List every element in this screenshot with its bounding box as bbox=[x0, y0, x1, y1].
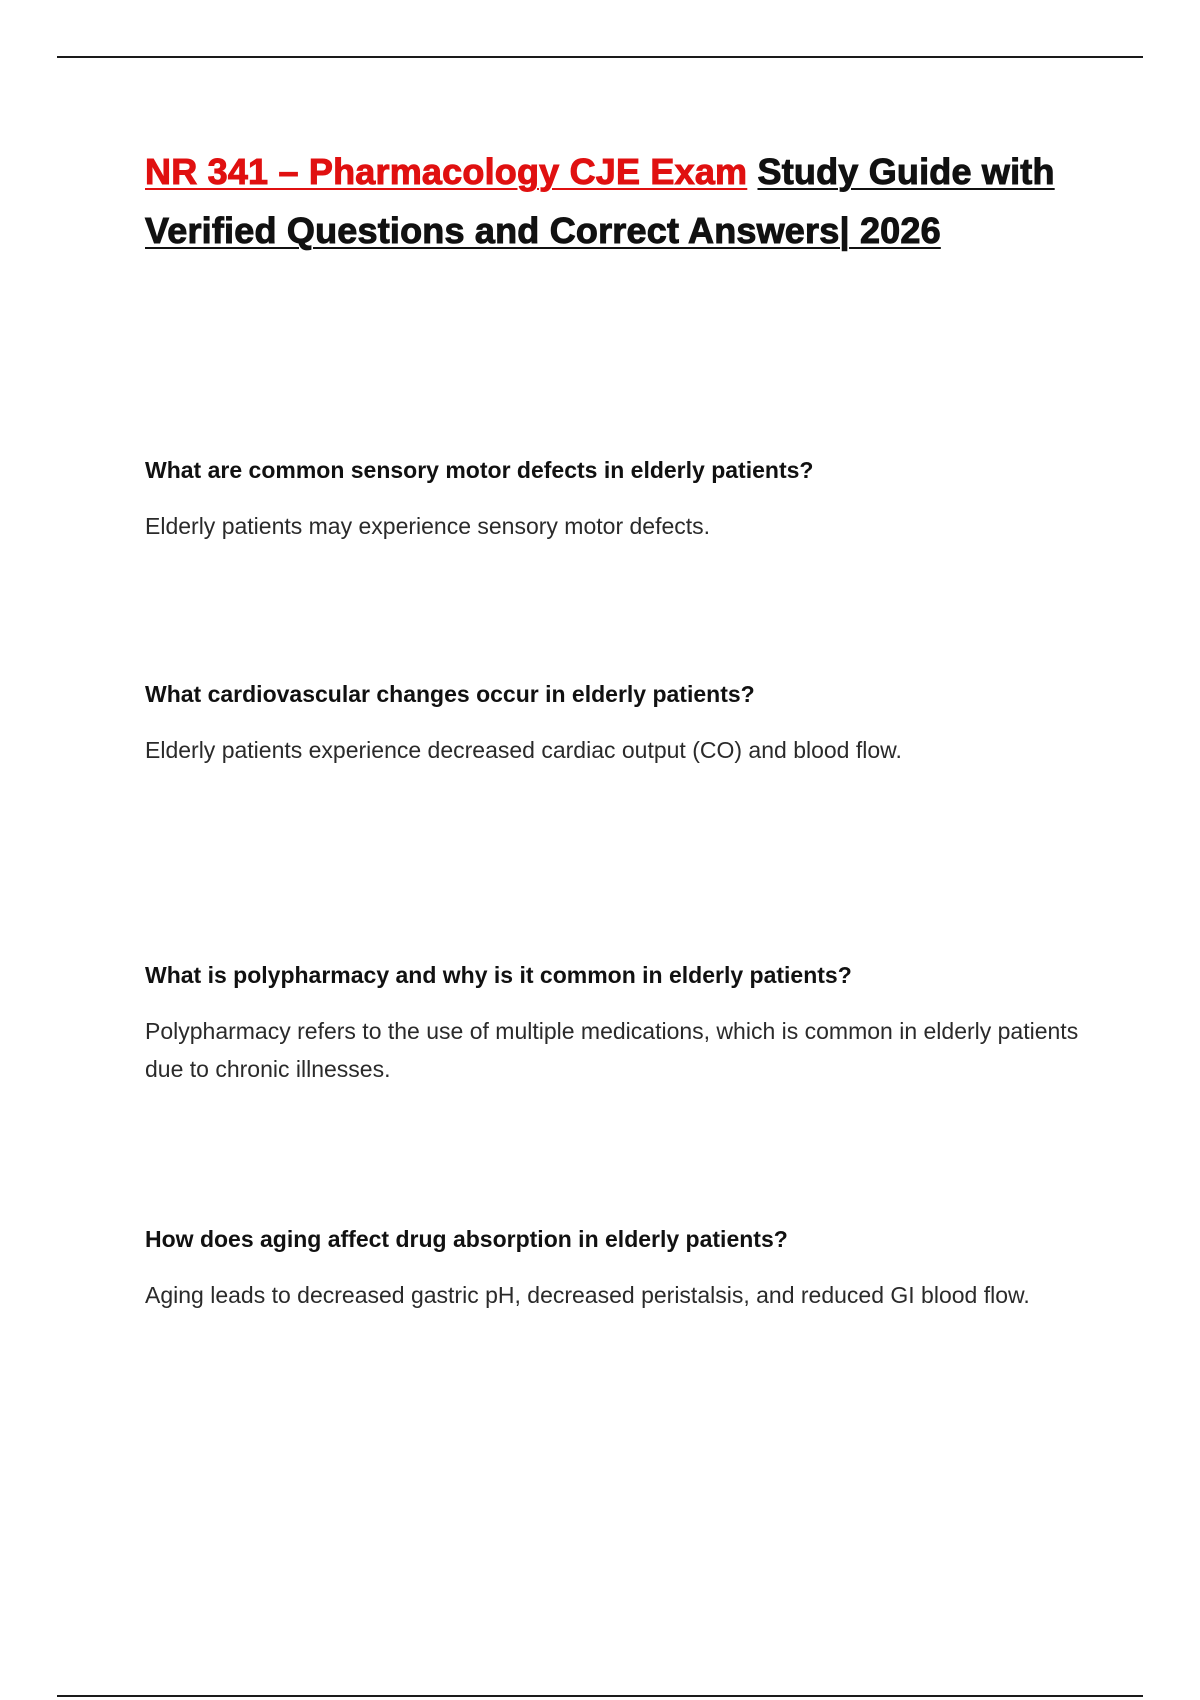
bottom-divider bbox=[57, 1695, 1143, 1697]
answer: Elderly patients may experience sensory motor defects. bbox=[145, 513, 711, 539]
answer: Polypharmacy refers to the use of multiple medications, which is common in elderly patients due to chronic illnesses. bbox=[145, 1018, 1079, 1082]
answer: Elderly patients experience decreased cardiac output (CO) and blood flow. bbox=[145, 737, 902, 763]
qa-item bbox=[145, 679, 1085, 769]
qa-item bbox=[145, 960, 1085, 1088]
top-divider bbox=[57, 56, 1143, 58]
answer: Aging leads to decreased gastric pH, decreased peristalsis, and reduced GI blood flow. bbox=[145, 1282, 1030, 1308]
question: How does aging affect drug absorption in elderly patients? bbox=[145, 1226, 788, 1252]
document-title bbox=[145, 142, 1105, 260]
qa-item bbox=[145, 455, 1085, 545]
title-subtitle: Study Guide with Verified Questions and Correct Answers| 2026 bbox=[145, 151, 1055, 251]
qa-item bbox=[145, 1224, 1085, 1314]
title-course-name: NR 341 – Pharmacology CJE Exam bbox=[145, 151, 748, 192]
question: What is polypharmacy and why is it common in elderly patients? bbox=[145, 962, 852, 988]
question: What cardiovascular changes occur in elderly patients? bbox=[145, 681, 755, 707]
question: What are common sensory motor defects in elderly patients? bbox=[145, 457, 814, 483]
